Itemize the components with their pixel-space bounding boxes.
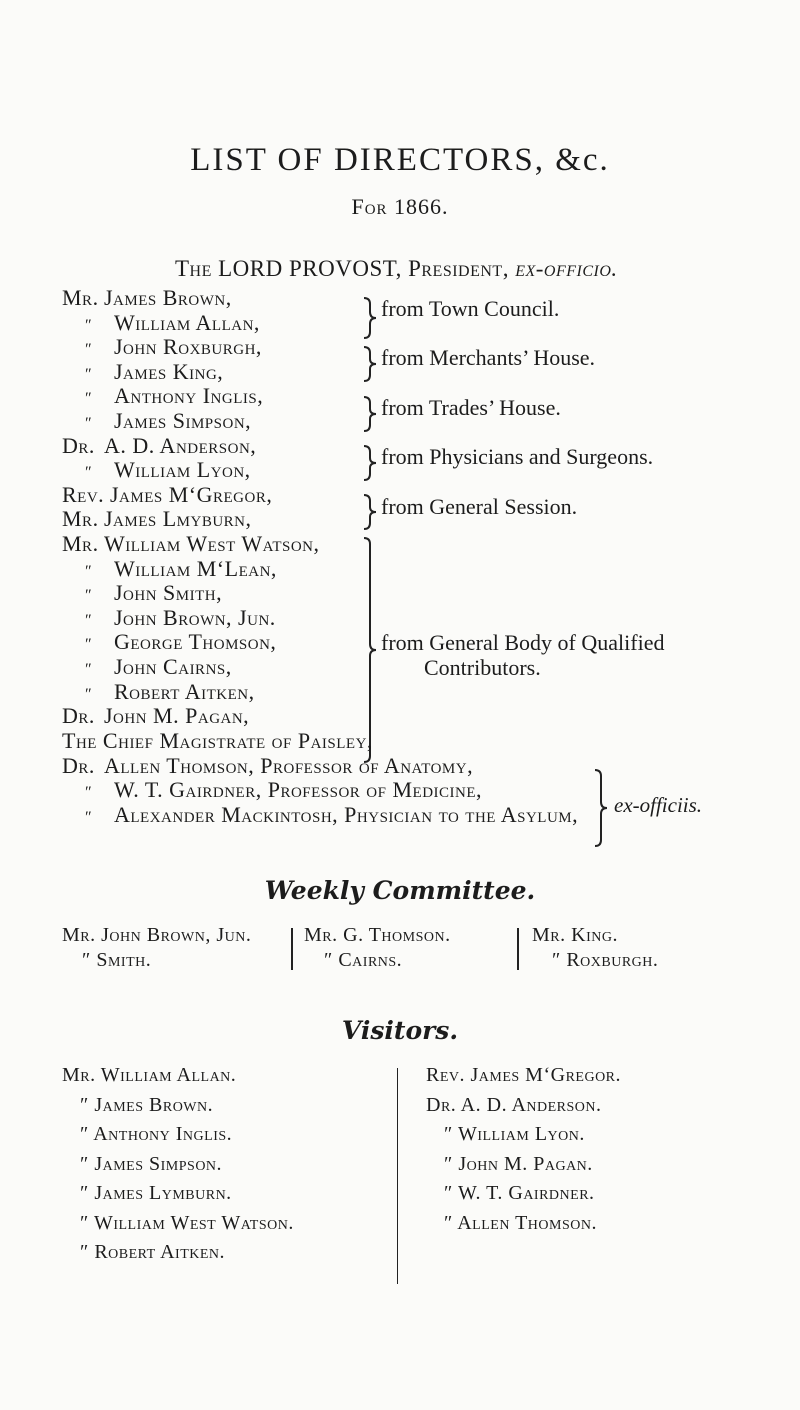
visitors-divider [397,1068,398,1284]
group-contributors: Contributors. [424,655,541,680]
visitor-item: ″ Anthony Inglis. [80,1123,233,1145]
person-name: Robert Aitken, [114,678,255,704]
committee-member: ″ Smith. [82,949,152,971]
person-name: Allen Thomson, Professor of Anatomy, [104,752,474,778]
group-town-council: from Town Council. [381,296,560,321]
group-merchants-house: from Merchants’ House. [381,345,596,370]
title-prefix: Dr. [62,432,95,458]
group-trades-house: from Trades’ House. [381,395,561,420]
visitor-item: ″ Robert Aitken. [80,1241,226,1263]
title-prefix: Mr. [62,531,99,556]
visitor-item: ″ William Lyon. [444,1123,585,1145]
person-name: James M‘Gregor, [110,481,273,507]
group-physicians-surgeons: from Physicians and Surgeons. [381,444,654,469]
person-name: James Brown, [104,285,232,310]
title-prefix: ″ [84,611,92,629]
group-general-session: from General Session. [381,494,578,519]
title-prefix: ″ [84,587,92,605]
title-prefix: Rev. [62,481,105,507]
title-prefix: ″ [84,415,92,432]
brace-session [364,495,376,529]
person-name: A. D. Anderson, [104,432,257,458]
title-prefix: ″ [84,365,92,383]
title-prefix: ″ [84,661,92,678]
person-name: George Thomson, [114,629,277,655]
committee-member: Mr. King. [532,924,618,946]
brace-physicians [364,446,376,480]
brace-trades [364,397,376,431]
list-item [62,802,578,828]
title-prefix: ″ [84,808,92,826]
title-prefix: Mr. [62,506,99,532]
person-name: W. T. Gairdner, Professor of Medicine, [114,777,483,803]
title-prefix: ″ [84,341,92,359]
visitor-item: ″ John M. Pagan. [444,1152,593,1175]
person-name: James Simpson, [114,408,252,433]
list-item [62,728,373,754]
visitor-item: Mr. William Allan. [62,1064,237,1086]
visitor-item: ″ Allen Thomson. [444,1211,597,1234]
person-name: Anthony Inglis, [114,383,264,409]
visitor-item: Rev. James M‘Gregor. [426,1064,622,1086]
title-prefix: Mr. [62,285,99,310]
title-prefix: ″ [84,390,92,408]
list-item [62,753,473,779]
brace-merchants [364,347,376,381]
title-prefix: Dr. [62,752,95,778]
person-name: William Lyon, [114,457,251,483]
committee-divider-1 [291,928,293,970]
list-item [62,777,482,803]
visitor-item: ″ James Simpson. [80,1152,223,1175]
title-prefix: Dr. [62,703,95,729]
year-line: For 1866. [351,194,449,219]
visitor-item: ″ James Brown. [80,1093,214,1116]
visitor-item: ″ William West Watson. [80,1211,294,1234]
person-name: John Cairns, [114,654,232,679]
committee-member: ″ Cairns. [324,949,403,971]
visitors-heading: Visitors. [341,1016,459,1045]
president-name: The LORD PROVOST, President, [175,256,509,281]
title-prefix: ″ [84,316,92,334]
visitor-item: ″ W. T. Gairdner. [444,1182,595,1204]
committee-member: ″ Roxburgh. [552,949,659,971]
page-title: LIST OF DIRECTORS, &c. [190,142,610,178]
person-name: William Allan, [114,309,260,335]
group-general-body: from General Body of Qualified [381,630,665,655]
person-name: The Chief Magistrate of Paisley, [62,728,373,753]
person-name: James King, [114,358,224,384]
brace-ex-officiis [595,770,607,846]
title-prefix: ″ [84,636,92,654]
committee-divider-2 [517,928,519,970]
visitor-item: ″ James Lymburn. [80,1182,232,1204]
person-name: William West Watson, [104,531,320,556]
visitor-item: Dr. A. D. Anderson. [426,1093,602,1116]
weekly-committee-heading: Weekly Committee. [264,876,536,905]
title-prefix: ″ [84,784,92,802]
person-name: John Roxburgh, [114,334,262,360]
person-name: John Brown, Jun. [114,604,276,630]
president-office: ex-officio. [515,256,618,281]
person-name: James Lmyburn, [104,506,252,532]
person-name: Alexander Mackintosh, Physician to the Asylum, [114,801,579,827]
title-prefix: ″ [84,464,92,482]
committee-member: Mr. G. Thomson. [304,924,451,946]
title-prefix: ″ [84,562,92,580]
brace-town-council [364,298,376,338]
person-name: John M. Pagan, [104,703,250,729]
person-name: John Smith, [114,580,223,606]
ex-officiis-label: ex-officiis. [614,793,703,817]
committee-member: Mr. John Brown, Jun. [62,924,252,946]
person-name: William M‘Lean, [114,555,277,581]
title-prefix: ″ [84,685,92,703]
